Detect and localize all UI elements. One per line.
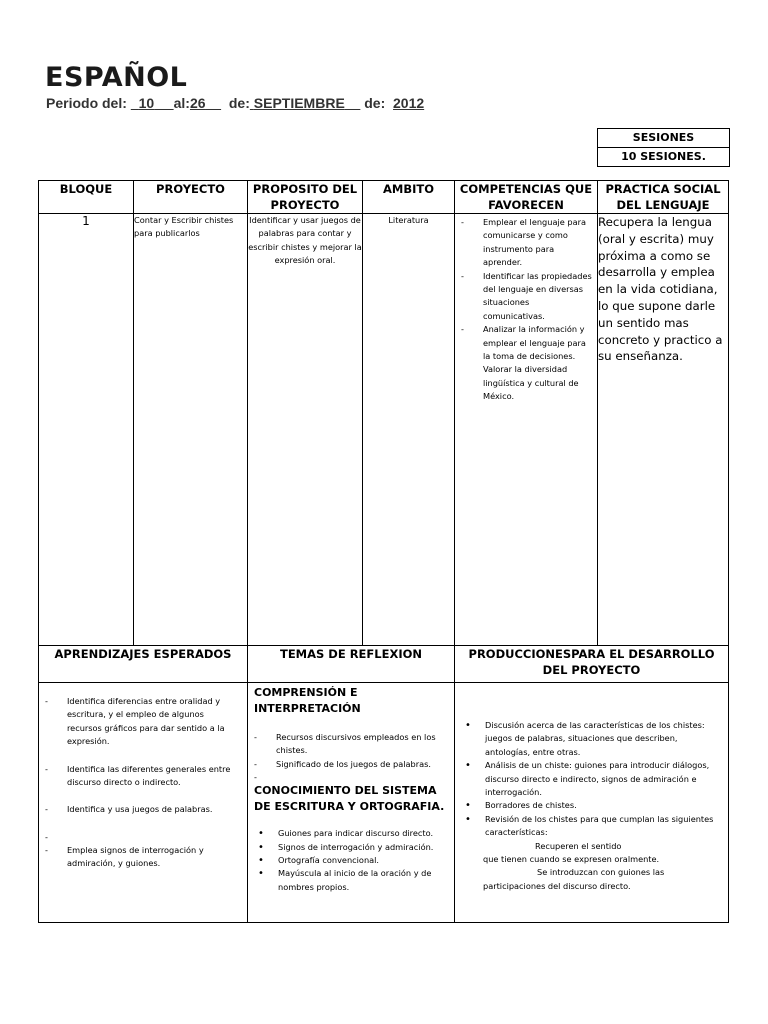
proyecto-cell: Contar y Escribir chistes para publicarlos xyxy=(134,214,248,646)
list-item: - Identifica diferencias entre oralidad y escritura, y el empleo de algunos recursos gráficos para dar sentido a la expresión. xyxy=(43,695,237,749)
list-item: - Emplea signos de interrogación y admiración, y guiones. xyxy=(43,844,237,871)
produccion-line: participaciones del discurso directo. xyxy=(483,880,631,891)
page-title: ESPAÑOL xyxy=(45,62,188,93)
list-item: - Significado de los juegos de palabras. xyxy=(252,758,450,771)
list-item: • Mayúscula al inicio de la oración y de nombres propios. xyxy=(248,867,454,894)
header-proyecto: PROYECTO xyxy=(134,181,248,214)
produccion-line: Recuperen el sentido xyxy=(535,840,622,851)
al-value: 26 xyxy=(189,95,206,111)
ambito-cell: Literatura xyxy=(363,214,455,646)
header-ambito: AMBITO xyxy=(363,181,455,214)
list-item: - Identifica y usa juegos de palabras. xyxy=(43,803,237,816)
temas-cell xyxy=(248,683,455,923)
header-bloque: BLOQUE xyxy=(39,181,134,214)
temas-list-2 xyxy=(248,827,454,894)
de2-label: de: xyxy=(364,95,386,111)
producciones-cell xyxy=(455,683,729,923)
list-item xyxy=(43,831,237,844)
bloque-cell: 1 xyxy=(39,214,134,646)
list-item: - Identificar las propiedades del lenguaje en diversas situaciones comunicativas. xyxy=(459,270,593,324)
periodo-del-value: 10 xyxy=(138,95,155,111)
aprendizajes-cell xyxy=(39,683,248,923)
list-item xyxy=(252,771,450,781)
competencias-cell xyxy=(455,214,598,646)
list-item: • Discusión acerca de las características de los chistes: juegos de palabras, situaciones que describen, antologías, entre otras. xyxy=(455,719,722,759)
list-item: - Emplear el lenguaje para comunicarse y como instrumento para aprender. xyxy=(459,216,593,270)
list-item: Valorar la diversidad lingüística y cultural de México. xyxy=(483,364,579,402)
period-line xyxy=(46,95,424,111)
produccion-line: Se introduzcan con guiones las xyxy=(537,867,665,878)
practica-cell: Recupera la lengua (oral y escrita) muy próxima a como se desarrolla y emplea en la vida cotidiana, lo que supone darle un sentido mas concreto y practico a su enseñanza. xyxy=(598,214,729,646)
al-label: al: xyxy=(173,95,190,111)
proposito-cell: Identificar y usar juegos de palabras para contar y escribir chistes y mejorar la expresión oral. xyxy=(248,214,363,646)
header-producciones: PRODUCCIONESPARA EL DESARROLLO DEL PROYECTO xyxy=(455,646,729,683)
header-temas: TEMAS DE REFLEXION xyxy=(248,646,455,683)
list-item: • Revisión de los chistes para que cumplan las siguientes características: xyxy=(455,813,722,840)
sesiones-label: SESIONES xyxy=(632,131,695,144)
list-item: • Ortografía convencional. xyxy=(248,854,454,867)
sesiones-value: 10 SESIONES. xyxy=(598,147,729,166)
list-item: • Signos de interrogación y admiración. xyxy=(248,841,454,854)
lower-header-row xyxy=(39,646,729,683)
header-competencias: COMPETENCIAS QUE FAVORECEN xyxy=(455,181,598,214)
list-item: • Borradores de chistes. xyxy=(455,799,722,812)
periodo-label: Periodo del: xyxy=(46,95,127,111)
anio-value: 2012 xyxy=(393,95,425,111)
temas-list-1 xyxy=(248,731,454,781)
sesiones-box xyxy=(597,128,730,167)
table-row xyxy=(39,683,729,923)
header-aprendizajes: APRENDIZAJES ESPERADOS xyxy=(39,646,248,683)
header-practica: PRACTICA SOCIAL DEL LENGUAJE xyxy=(598,181,729,214)
list-item: • Análisis de un chiste: guiones para introducir diálogos, discurso directo e indirecto, signos de admiración e interrogación. xyxy=(455,759,722,799)
list-item: • Guiones para indicar discurso directo. xyxy=(248,827,454,840)
list-item: - Identifica las diferentes generales entre discurso directo o indirecto. xyxy=(43,763,237,790)
mes-value: SEPTIEMBRE xyxy=(253,95,345,111)
de-label: de: xyxy=(228,95,250,111)
temas-title-ortografia: CONOCIMIENTO DEL SISTEMA DE ESCRITURA Y ORTOGRAFIA. xyxy=(254,784,445,814)
header-proposito: PROPOSITO DEL PROYECTO xyxy=(248,181,363,214)
table-row xyxy=(39,214,729,646)
temas-title-comprension: COMPRENSIÓN E INTERPRETACIÓN xyxy=(254,686,361,715)
list-item: - Recursos discursivos empleados en los chistes. xyxy=(252,731,450,758)
produccion-line: que tienen cuando se expresen oralmente. xyxy=(483,854,660,865)
planning-table xyxy=(38,180,729,923)
list-item: - Analizar la información y emplear el lenguaje para la toma de decisiones. xyxy=(459,323,593,363)
table-header-row xyxy=(39,181,729,214)
